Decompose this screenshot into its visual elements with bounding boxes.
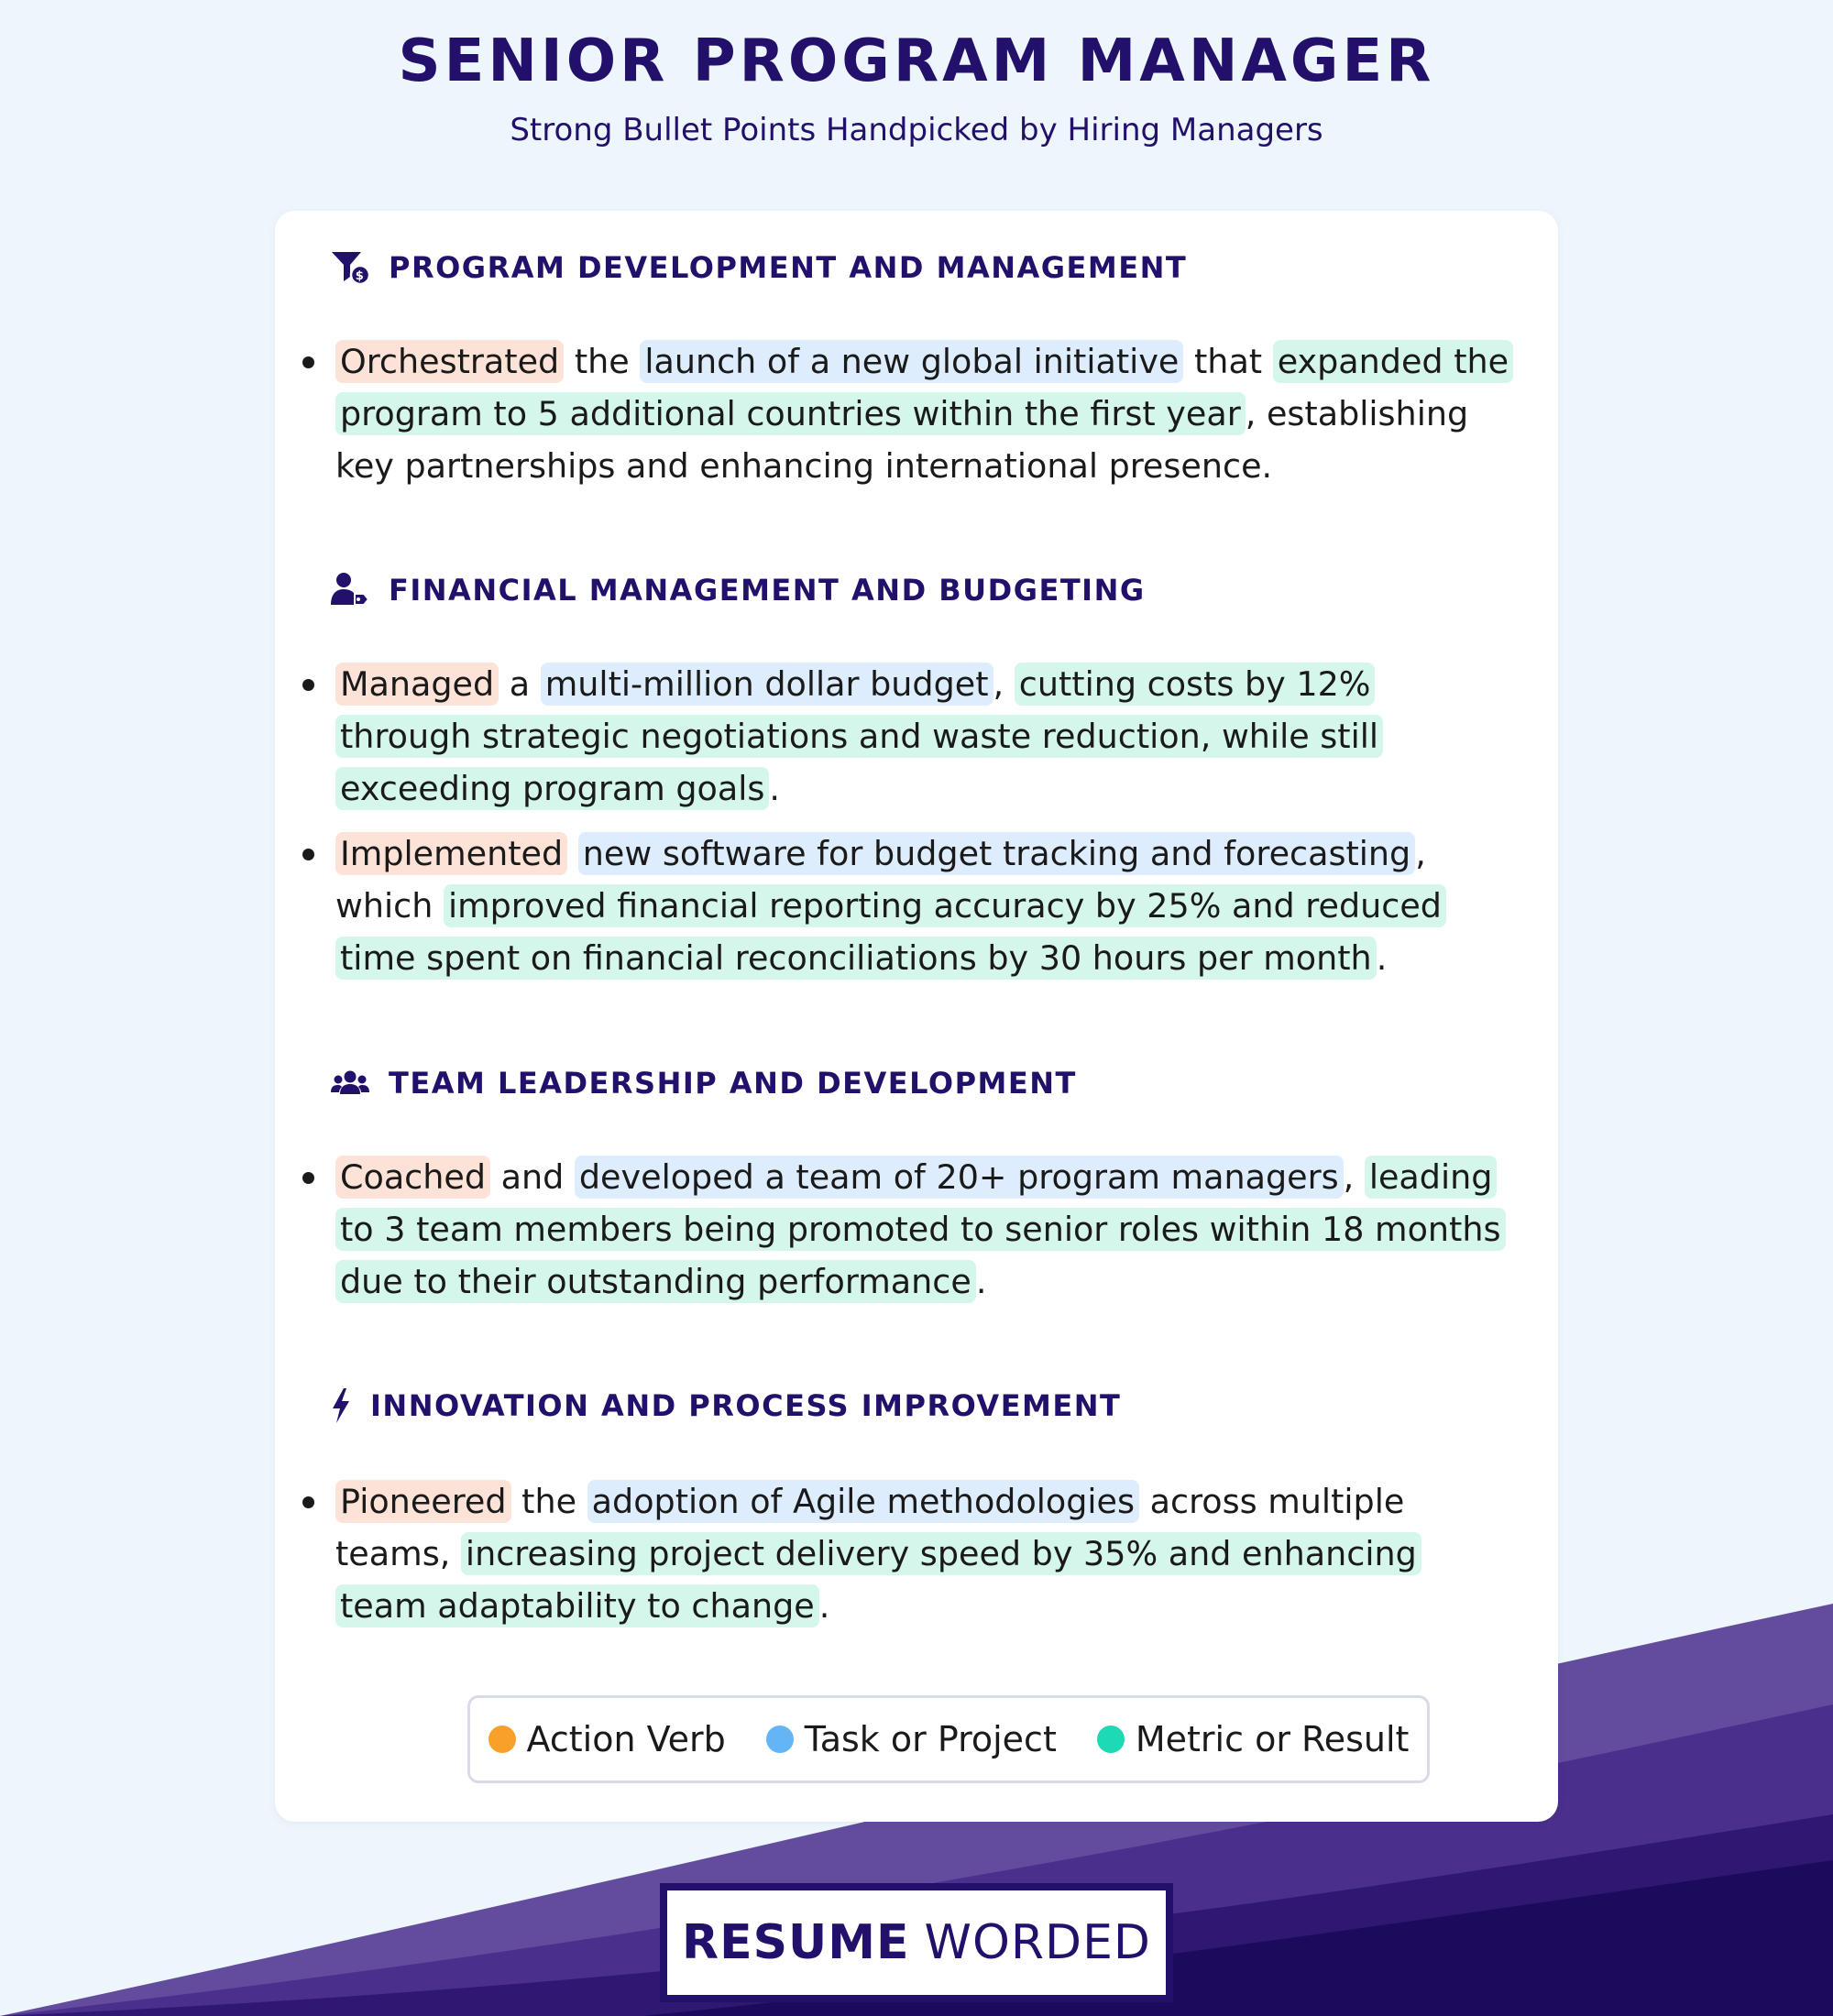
action-verb: Implemented	[335, 832, 567, 875]
legend-item-task	[766, 1719, 1057, 1759]
logo-text-bold: RESUME	[682, 1915, 910, 1970]
task-phrase: multi-million dollar budget	[541, 663, 993, 706]
section-heading-text: PROGRAM DEVELOPMENT AND MANAGEMENT	[389, 250, 1188, 285]
plain-text: that	[1183, 342, 1273, 381]
action-verb: Managed	[335, 663, 499, 706]
funnel-dollar-icon	[330, 249, 370, 286]
plain-text: , which	[335, 834, 1426, 926]
plain-text: a	[499, 664, 541, 704]
plain-text: ,	[1343, 1157, 1365, 1197]
metric-phrase: increasing project delivery speed by 35% and enhancing team adaptability to change	[335, 1532, 1421, 1627]
user-tag-icon	[330, 572, 370, 608]
legend-label: Task or Project	[804, 1719, 1057, 1759]
legend-dot-blue	[766, 1726, 794, 1753]
plain-text: .	[1376, 938, 1388, 978]
bullet-item	[302, 1475, 1512, 1632]
plain-text: across multiple teams,	[335, 1482, 1405, 1573]
bullet-item	[302, 335, 1512, 492]
task-phrase: new software for budget tracking and forecasting	[578, 832, 1415, 875]
plain-text: .	[769, 769, 781, 808]
action-verb: Coached	[335, 1156, 490, 1199]
legend-label: Metric or Result	[1135, 1719, 1410, 1759]
plain-text: .	[975, 1262, 987, 1301]
plain-text: the	[510, 1482, 587, 1521]
section-heading-text: FINANCIAL MANAGEMENT AND BUDGETING	[389, 573, 1146, 608]
legend-dot-orange	[488, 1726, 516, 1753]
bullet-item	[302, 658, 1512, 815]
page-title: SENIOR PROGRAM MANAGER	[398, 27, 1435, 95]
resume-card	[275, 211, 1558, 1822]
section-heading-team-leadership	[330, 1065, 1077, 1101]
bullet-list-innovation	[302, 1475, 1512, 1645]
task-phrase: developed a team of 20+ program managers	[575, 1156, 1344, 1199]
metric-phrase: leading to 3 team members being promoted to senior roles within 18 months due to their outstanding performance	[335, 1156, 1506, 1303]
lightning-bolt-icon	[330, 1387, 352, 1424]
metric-phrase: cutting costs by 12% through strategic negotiations and waste reduction, while still exceeding program goals	[335, 663, 1383, 810]
plain-text: , establishing key partnerships and enhancing international presence.	[335, 394, 1469, 486]
legend-label: Action Verb	[526, 1719, 726, 1759]
bullet-item	[302, 827, 1512, 984]
highlight-legend	[467, 1695, 1430, 1783]
task-phrase: adoption of Agile methodologies	[587, 1480, 1139, 1523]
section-heading-financial-management	[330, 572, 1146, 608]
metric-phrase: expanded the program to 5 additional countries within the first year	[335, 340, 1513, 435]
bullet-item	[302, 1151, 1512, 1308]
action-verb: Pioneered	[335, 1480, 511, 1523]
page-header	[0, 27, 1833, 148]
metric-phrase: improved financial reporting accuracy by 25% and reduced time spent on financial reconciliations by 30 hours per month	[335, 884, 1446, 980]
section-heading-text: TEAM LEADERSHIP AND DEVELOPMENT	[389, 1066, 1077, 1101]
logo-text-light: WORDED	[924, 1915, 1151, 1970]
bullet-list-team-leadership	[302, 1151, 1512, 1320]
legend-dot-teal	[1097, 1726, 1125, 1753]
plain-text	[567, 834, 578, 873]
legend-item-action-verb	[488, 1719, 726, 1759]
bullet-list-financial-management	[302, 658, 1512, 997]
users-icon	[330, 1065, 370, 1101]
plain-text: the	[564, 342, 641, 381]
bullet-list-program-development	[302, 335, 1512, 505]
task-phrase: launch of a new global initiative	[640, 340, 1183, 383]
resume-worded-logo[interactable]	[660, 1883, 1173, 2002]
plain-text: .	[818, 1586, 830, 1626]
svg-text:$: $	[355, 269, 366, 283]
section-heading-program-development	[330, 249, 1187, 286]
legend-item-metric	[1097, 1719, 1410, 1759]
plain-text: ,	[993, 664, 1015, 704]
page-subtitle: Strong Bullet Points Handpicked by Hiring Managers	[510, 112, 1323, 148]
section-heading-text: INNOVATION AND PROCESS IMPROVEMENT	[370, 1388, 1122, 1423]
section-heading-innovation	[330, 1387, 1121, 1424]
action-verb: Orchestrated	[335, 340, 564, 383]
plain-text: and	[490, 1157, 575, 1197]
